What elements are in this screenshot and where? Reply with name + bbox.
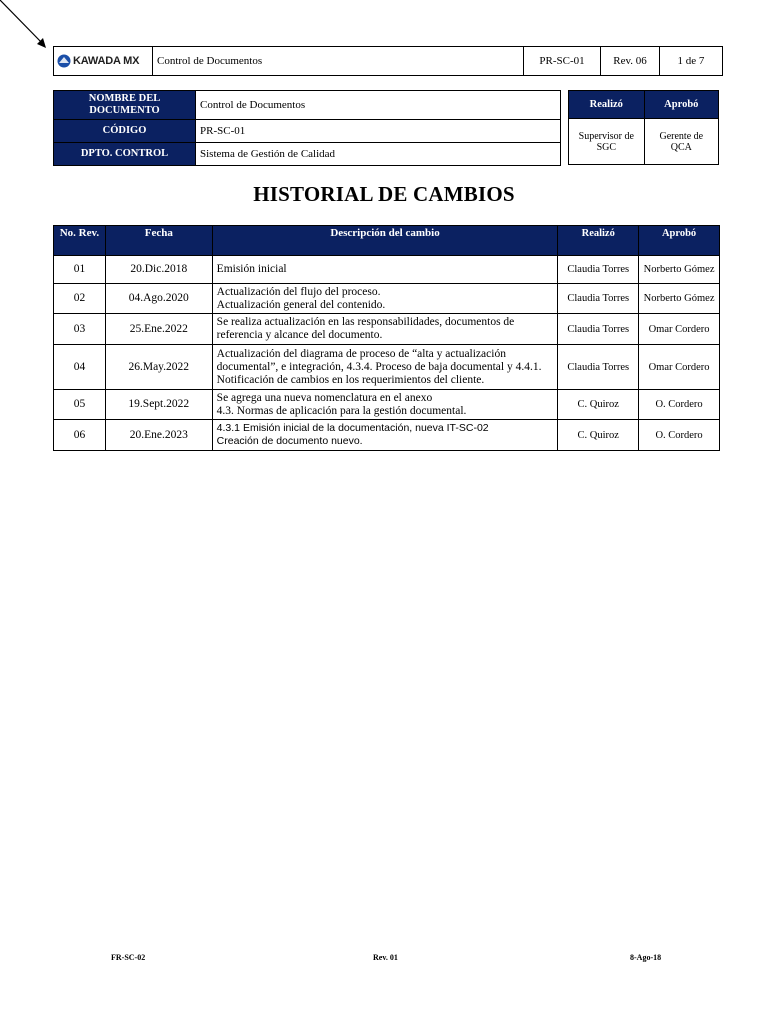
row-rev: 05 [54, 390, 106, 420]
row-realizo: Claudia Torres [558, 256, 639, 284]
table-row [54, 345, 720, 390]
signoff-aprobo-value: Gerente de QCA [644, 119, 718, 165]
document-info-table [53, 90, 561, 166]
header-code: PR-SC-01 [524, 47, 601, 76]
row-rev: 06 [54, 420, 106, 451]
logo-text: KAWADA MX [73, 55, 140, 67]
kawada-logo-icon [57, 54, 71, 68]
info-value-dept: Sistema de Gestión de Calidad [196, 143, 561, 166]
row-realizo: Claudia Torres [558, 284, 639, 314]
row-fecha: 20.Ene.2023 [105, 420, 212, 451]
desc-line: Emisión inicial [216, 263, 287, 275]
signoff-realizo-value: Supervisor de SGC [569, 119, 645, 165]
info-value-code: PR-SC-01 [196, 120, 561, 143]
row-aprobo: Norberto Gómez [639, 284, 720, 314]
row-fecha: 19.Sept.2022 [105, 390, 212, 420]
desc-line: Actualización del diagrama de proceso de “alta y actualización documental”, e integración, 4.3.4. Proceso de baja documental y 4.4.1. Notificación de cambios en los requerimientos del cliente. [216, 347, 542, 386]
table-row [54, 420, 720, 451]
info-label-dept: DPTO. CONTROL [54, 143, 196, 166]
row-aprobo: Omar Cordero [639, 314, 720, 345]
desc-line: 4.3. Normas de aplicación para la gestión documental. [216, 404, 467, 417]
row-realizo: C. Quiroz [558, 420, 639, 451]
col-header-descripcion: Descripción del cambio [212, 226, 558, 256]
row-rev: 01 [54, 256, 106, 284]
desc-line: 4.3.1 Emisión inicial de la documentación, nueva IT-SC-02 [216, 422, 489, 434]
row-descripcion [212, 345, 558, 390]
row-fecha: 26.May.2022 [105, 345, 212, 390]
company-logo [54, 47, 153, 76]
row-fecha: 04.Ago.2020 [105, 284, 212, 314]
row-aprobo: Omar Cordero [639, 345, 720, 390]
row-descripcion [212, 420, 558, 451]
signoff-aprobo-label: Aprobó [644, 91, 718, 119]
info-value-name: Control de Documentos [196, 91, 561, 120]
row-descripcion [212, 390, 558, 420]
desc-line: Se realiza actualización en las responsabilidades, documentos de referencia y alcance del documento. [216, 316, 515, 341]
col-header-fecha: Fecha [105, 226, 212, 256]
info-label-code: CÓDIGO [54, 120, 196, 143]
row-descripcion [212, 256, 558, 284]
row-rev: 04 [54, 345, 106, 390]
footer-date: 8-Ago-18 [630, 953, 662, 962]
table-row [54, 256, 720, 284]
row-descripcion [212, 314, 558, 345]
row-descripcion [212, 284, 558, 314]
row-fecha: 20.Dic.2018 [105, 256, 212, 284]
row-realizo: Claudia Torres [558, 314, 639, 345]
signoff-realizo-label: Realizó [569, 91, 645, 119]
change-history-table [53, 225, 720, 451]
footer-rev: Rev. 01 [373, 953, 398, 962]
row-aprobo: Norberto Gómez [639, 256, 720, 284]
col-header-aprobo: Aprobó [639, 226, 720, 256]
desc-line: Creación de documento nuevo. [216, 435, 363, 447]
desc-line: Se agrega una nueva nomenclatura en el anexo [216, 391, 433, 404]
col-header-realizo: Realizó [558, 226, 639, 256]
row-realizo: Claudia Torres [558, 345, 639, 390]
desc-line: Actualización general del contenido. [216, 298, 386, 311]
row-aprobo: O. Cordero [639, 420, 720, 451]
desc-line: Actualización del flujo del proceso. [216, 285, 381, 298]
table-row [54, 284, 720, 314]
header-rev: Rev. 06 [601, 47, 660, 76]
header-doc-title: Control de Documentos [153, 47, 524, 76]
row-fecha: 25.Ene.2022 [105, 314, 212, 345]
info-label-name: NOMBRE DEL DOCUMENTO [54, 91, 196, 120]
page-title: HISTORIAL DE CAMBIOS [253, 182, 515, 206]
col-header-rev: No. Rev. [54, 226, 106, 256]
signoff-table [568, 90, 719, 165]
row-rev: 02 [54, 284, 106, 314]
arrow-annotation [0, 0, 52, 52]
table-row [54, 314, 720, 345]
header-page: 1 de 7 [660, 47, 723, 76]
row-realizo: C. Quiroz [558, 390, 639, 420]
row-rev: 03 [54, 314, 106, 345]
row-aprobo: O. Cordero [639, 390, 720, 420]
table-row [54, 390, 720, 420]
footer-form-code: FR-SC-02 [111, 953, 146, 962]
document-header [53, 46, 723, 76]
